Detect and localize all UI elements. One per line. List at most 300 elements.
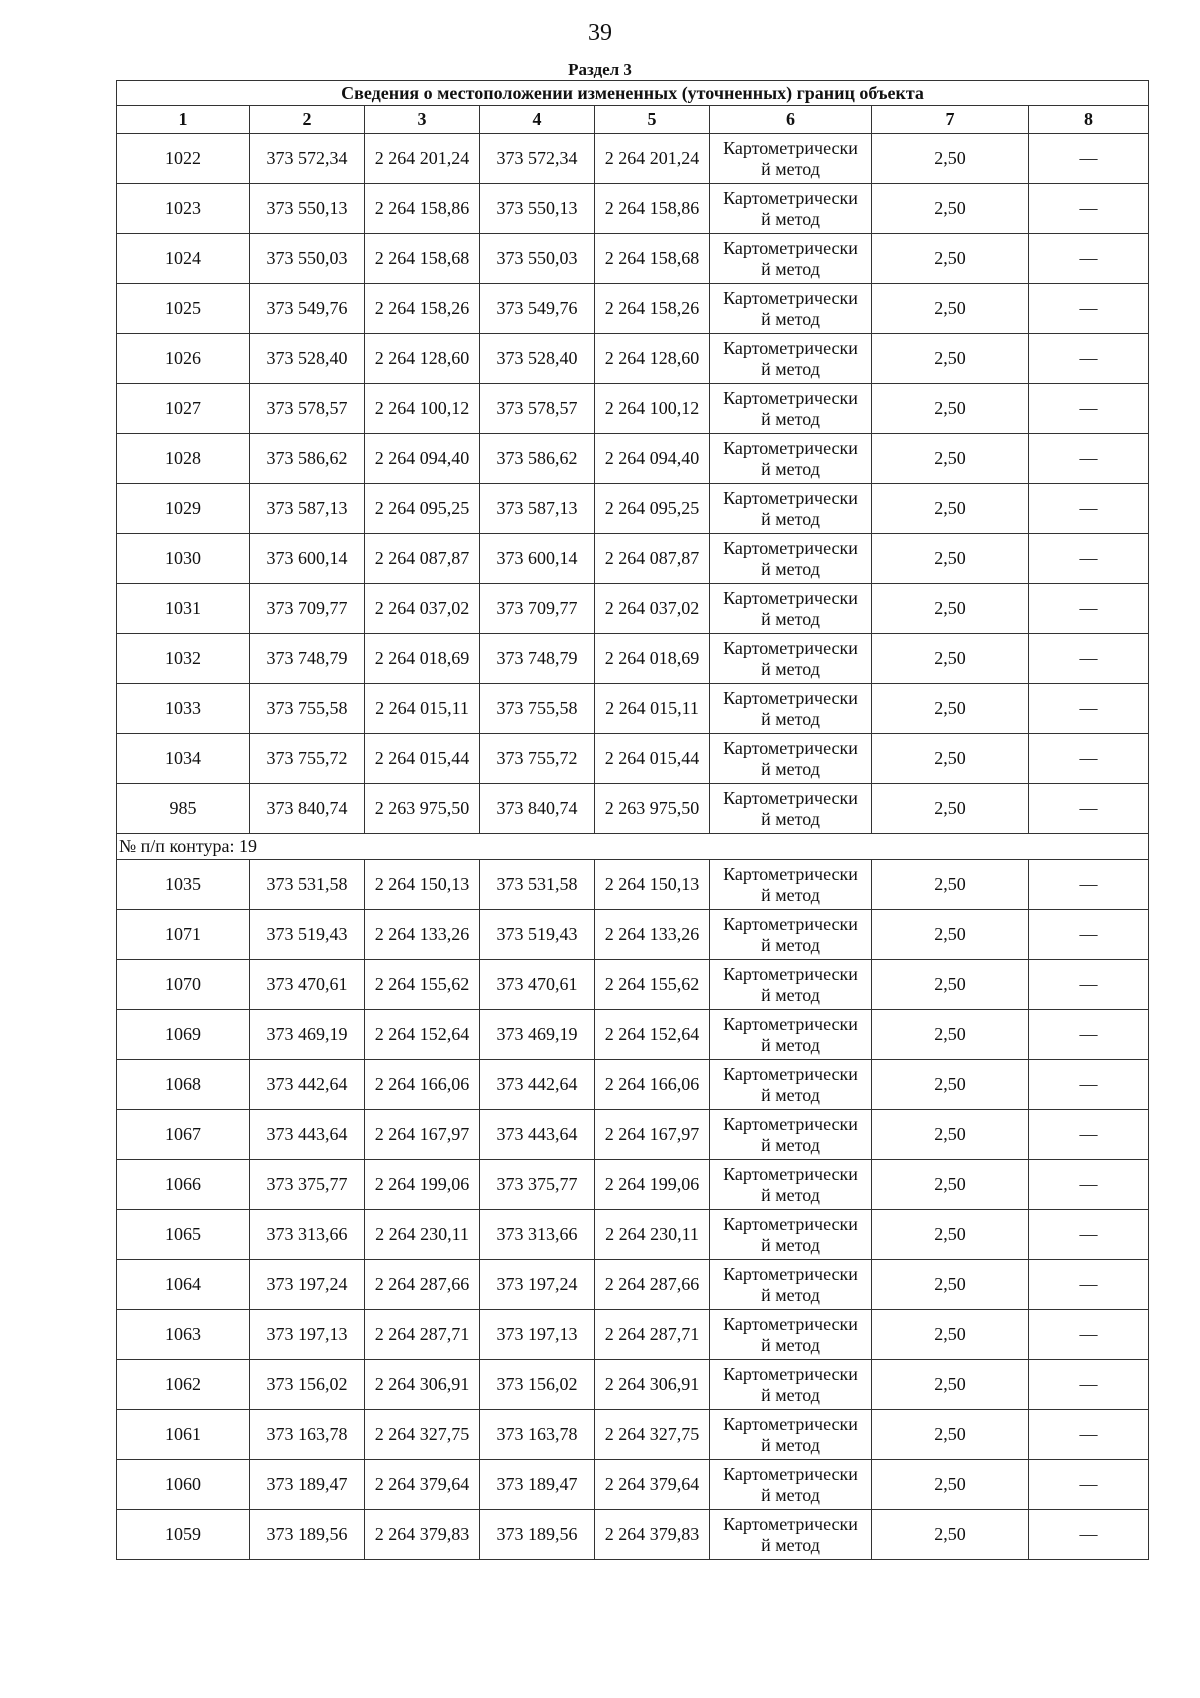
method-line: й метод bbox=[761, 658, 820, 679]
precision-cell: 2,50 bbox=[872, 284, 1029, 334]
dash-cell: — bbox=[1029, 1210, 1149, 1260]
precision-cell: 2,50 bbox=[872, 860, 1029, 910]
method-line: й метод bbox=[761, 708, 820, 729]
coordinate-cell: 373 550,03 bbox=[480, 234, 595, 284]
precision-cell: 2,50 bbox=[872, 1110, 1029, 1160]
precision-cell: 2,50 bbox=[872, 434, 1029, 484]
coordinate-cell: 2 264 155,62 bbox=[595, 960, 710, 1010]
precision-cell: 2,50 bbox=[872, 734, 1029, 784]
point-number-cell: 1031 bbox=[117, 584, 250, 634]
coordinate-cell: 2 263 975,50 bbox=[365, 784, 480, 834]
method-line: й метод bbox=[761, 1384, 820, 1405]
coordinate-cell: 373 189,47 bbox=[250, 1460, 365, 1510]
dash-cell: — bbox=[1029, 1060, 1149, 1110]
point-number-cell: 1061 bbox=[117, 1410, 250, 1460]
precision-cell: 2,50 bbox=[872, 234, 1029, 284]
method-line: Картометрически bbox=[723, 1163, 858, 1184]
coordinate-cell: 2 264 015,44 bbox=[595, 734, 710, 784]
point-number-cell: 1034 bbox=[117, 734, 250, 784]
column-header: 3 bbox=[365, 106, 480, 134]
method-line: й метод bbox=[761, 758, 820, 779]
precision-cell: 2,50 bbox=[872, 1460, 1029, 1510]
method-line: й метод bbox=[761, 608, 820, 629]
table-row bbox=[117, 534, 1149, 584]
method-line: Картометрически bbox=[723, 137, 858, 158]
coordinate-cell: 373 550,13 bbox=[480, 184, 595, 234]
table-row bbox=[117, 1410, 1149, 1460]
method-line: й метод bbox=[761, 208, 820, 229]
precision-cell: 2,50 bbox=[872, 1060, 1029, 1110]
page-number: 39 bbox=[588, 20, 612, 46]
dash-cell: — bbox=[1029, 1360, 1149, 1410]
table-row bbox=[117, 684, 1149, 734]
coordinate-cell: 373 840,74 bbox=[480, 784, 595, 834]
method-cell bbox=[710, 284, 872, 334]
point-number-cell: 1027 bbox=[117, 384, 250, 434]
method-line: й метод bbox=[761, 408, 820, 429]
table-row bbox=[117, 334, 1149, 384]
method-line: Картометрически bbox=[723, 1113, 858, 1134]
dash-cell: — bbox=[1029, 484, 1149, 534]
table-caption: Сведения о местоположении измененных (уточненных) границ объекта bbox=[117, 81, 1149, 106]
method-line: Картометрически bbox=[723, 1063, 858, 1084]
dash-cell: — bbox=[1029, 434, 1149, 484]
method-cell bbox=[710, 534, 872, 584]
coordinate-cell: 373 587,13 bbox=[480, 484, 595, 534]
coordinate-cell: 373 586,62 bbox=[480, 434, 595, 484]
method-line: й метод bbox=[761, 934, 820, 955]
coordinate-cell: 2 264 201,24 bbox=[595, 134, 710, 184]
dash-cell: — bbox=[1029, 784, 1149, 834]
method-cell bbox=[710, 384, 872, 434]
coordinate-cell: 373 587,13 bbox=[250, 484, 365, 534]
coordinate-cell: 373 755,72 bbox=[250, 734, 365, 784]
method-line: Картометрически bbox=[723, 1263, 858, 1284]
precision-cell: 2,50 bbox=[872, 1010, 1029, 1060]
point-number-cell: 1060 bbox=[117, 1460, 250, 1510]
table-row bbox=[117, 1160, 1149, 1210]
coordinate-cell: 373 572,34 bbox=[250, 134, 365, 184]
column-header: 4 bbox=[480, 106, 595, 134]
coordinate-cell: 373 531,58 bbox=[480, 860, 595, 910]
coordinate-cell: 2 264 018,69 bbox=[365, 634, 480, 684]
coordinate-cell: 2 264 287,66 bbox=[595, 1260, 710, 1310]
dash-cell: — bbox=[1029, 284, 1149, 334]
coordinate-cell: 373 586,62 bbox=[250, 434, 365, 484]
method-line: Картометрически bbox=[723, 587, 858, 608]
table-row bbox=[117, 584, 1149, 634]
contour-row bbox=[117, 834, 1149, 860]
coordinate-cell: 373 189,56 bbox=[480, 1510, 595, 1560]
method-cell bbox=[710, 860, 872, 910]
coordinate-cell: 2 264 158,26 bbox=[595, 284, 710, 334]
coordinate-cell: 2 264 128,60 bbox=[365, 334, 480, 384]
method-cell bbox=[710, 684, 872, 734]
coordinate-cell: 2 264 087,87 bbox=[595, 534, 710, 584]
column-header: 1 bbox=[117, 106, 250, 134]
method-line: й метод bbox=[761, 1134, 820, 1155]
dash-cell: — bbox=[1029, 1310, 1149, 1360]
method-line: Картометрически bbox=[723, 1213, 858, 1234]
coordinate-cell: 373 578,57 bbox=[250, 384, 365, 434]
table-row bbox=[117, 1310, 1149, 1360]
coordinate-cell: 373 197,24 bbox=[480, 1260, 595, 1310]
point-number-cell: 1035 bbox=[117, 860, 250, 910]
method-line: Картометрически bbox=[723, 237, 858, 258]
coordinate-cell: 2 264 167,97 bbox=[365, 1110, 480, 1160]
method-line: Картометрически bbox=[723, 337, 858, 358]
method-line: Картометрически bbox=[723, 913, 858, 934]
dash-cell: — bbox=[1029, 634, 1149, 684]
coordinate-cell: 373 197,24 bbox=[250, 1260, 365, 1310]
coordinate-cell: 373 755,58 bbox=[250, 684, 365, 734]
coordinate-cell: 2 264 018,69 bbox=[595, 634, 710, 684]
precision-cell: 2,50 bbox=[872, 184, 1029, 234]
point-number-cell: 1022 bbox=[117, 134, 250, 184]
method-cell bbox=[710, 1310, 872, 1360]
precision-cell: 2,50 bbox=[872, 960, 1029, 1010]
precision-cell: 2,50 bbox=[872, 1310, 1029, 1360]
coordinate-cell: 373 443,64 bbox=[250, 1110, 365, 1160]
method-line: Картометрически bbox=[723, 637, 858, 658]
point-number-cell: 1068 bbox=[117, 1060, 250, 1110]
coordinate-cell: 373 156,02 bbox=[250, 1360, 365, 1410]
coordinate-cell: 2 264 306,91 bbox=[365, 1360, 480, 1410]
point-number-cell: 1033 bbox=[117, 684, 250, 734]
method-line: Картометрически bbox=[723, 737, 858, 758]
dash-cell: — bbox=[1029, 734, 1149, 784]
coordinate-cell: 2 264 150,13 bbox=[595, 860, 710, 910]
method-cell bbox=[710, 734, 872, 784]
precision-cell: 2,50 bbox=[872, 1210, 1029, 1260]
coordinate-cell: 2 264 100,12 bbox=[595, 384, 710, 434]
dash-cell: — bbox=[1029, 134, 1149, 184]
method-cell bbox=[710, 1360, 872, 1410]
method-line: й метод bbox=[761, 1534, 820, 1555]
coordinate-cell: 2 264 201,24 bbox=[365, 134, 480, 184]
coordinate-cell: 373 470,61 bbox=[250, 960, 365, 1010]
method-line: й метод bbox=[761, 1484, 820, 1505]
precision-cell: 2,50 bbox=[872, 684, 1029, 734]
method-cell bbox=[710, 1260, 872, 1310]
method-cell bbox=[710, 334, 872, 384]
point-number-cell: 1070 bbox=[117, 960, 250, 1010]
coordinate-cell: 373 528,40 bbox=[250, 334, 365, 384]
coordinate-cell: 373 519,43 bbox=[480, 910, 595, 960]
coordinate-cell: 373 375,77 bbox=[480, 1160, 595, 1210]
point-number-cell: 985 bbox=[117, 784, 250, 834]
method-cell bbox=[710, 1060, 872, 1110]
method-cell bbox=[710, 484, 872, 534]
coordinate-cell: 373 578,57 bbox=[480, 384, 595, 434]
method-cell bbox=[710, 1110, 872, 1160]
precision-cell: 2,50 bbox=[872, 484, 1029, 534]
method-line: Картометрически bbox=[723, 287, 858, 308]
section-title: Раздел 3 bbox=[568, 60, 632, 79]
coordinate-cell: 373 375,77 bbox=[250, 1160, 365, 1210]
method-cell bbox=[710, 960, 872, 1010]
method-line: Картометрически bbox=[723, 387, 858, 408]
point-number-cell: 1063 bbox=[117, 1310, 250, 1360]
method-cell bbox=[710, 634, 872, 684]
coordinate-cell: 2 264 287,71 bbox=[365, 1310, 480, 1360]
method-line: й метод bbox=[761, 508, 820, 529]
table-row bbox=[117, 234, 1149, 284]
coordinate-cell: 2 264 087,87 bbox=[365, 534, 480, 584]
table-row bbox=[117, 384, 1149, 434]
coordinate-cell: 373 313,66 bbox=[480, 1210, 595, 1260]
coordinates-table bbox=[116, 80, 1149, 1560]
coordinate-cell: 373 709,77 bbox=[480, 584, 595, 634]
dash-cell: — bbox=[1029, 1160, 1149, 1210]
precision-cell: 2,50 bbox=[872, 534, 1029, 584]
coordinate-cell: 373 442,64 bbox=[480, 1060, 595, 1110]
method-line: Картометрически bbox=[723, 963, 858, 984]
precision-cell: 2,50 bbox=[872, 784, 1029, 834]
method-line: Картометрически bbox=[723, 537, 858, 558]
coordinate-cell: 373 549,76 bbox=[480, 284, 595, 334]
dash-cell: — bbox=[1029, 1460, 1149, 1510]
method-cell bbox=[710, 1210, 872, 1260]
point-number-cell: 1071 bbox=[117, 910, 250, 960]
table-row bbox=[117, 484, 1149, 534]
table-row bbox=[117, 1060, 1149, 1110]
dash-cell: — bbox=[1029, 1510, 1149, 1560]
coordinate-cell: 373 469,19 bbox=[480, 1010, 595, 1060]
dash-cell: — bbox=[1029, 684, 1149, 734]
coordinate-cell: 373 189,56 bbox=[250, 1510, 365, 1560]
table-row bbox=[117, 1360, 1149, 1410]
coordinate-cell: 373 156,02 bbox=[480, 1360, 595, 1410]
point-number-cell: 1028 bbox=[117, 434, 250, 484]
coordinate-cell: 2 264 155,62 bbox=[365, 960, 480, 1010]
coordinate-cell: 2 264 037,02 bbox=[595, 584, 710, 634]
coordinate-cell: 2 264 100,12 bbox=[365, 384, 480, 434]
coordinate-cell: 373 600,14 bbox=[250, 534, 365, 584]
method-line: й метод bbox=[761, 258, 820, 279]
table-row bbox=[117, 284, 1149, 334]
method-line: й метод bbox=[761, 1034, 820, 1055]
point-number-cell: 1024 bbox=[117, 234, 250, 284]
coordinate-cell: 2 264 095,25 bbox=[595, 484, 710, 534]
coordinate-cell: 373 748,79 bbox=[480, 634, 595, 684]
method-line: й метод bbox=[761, 1234, 820, 1255]
method-line: Картометрически bbox=[723, 787, 858, 808]
precision-cell: 2,50 bbox=[872, 1410, 1029, 1460]
coordinate-cell: 2 264 230,11 bbox=[595, 1210, 710, 1260]
method-cell bbox=[710, 584, 872, 634]
coordinate-cell: 373 469,19 bbox=[250, 1010, 365, 1060]
coordinate-cell: 373 313,66 bbox=[250, 1210, 365, 1260]
coordinate-cell: 373 748,79 bbox=[250, 634, 365, 684]
table-row bbox=[117, 1210, 1149, 1260]
table-header-row bbox=[117, 106, 1149, 134]
coordinate-cell: 2 264 095,25 bbox=[365, 484, 480, 534]
coordinate-cell: 2 264 158,26 bbox=[365, 284, 480, 334]
coordinate-cell: 373 442,64 bbox=[250, 1060, 365, 1110]
coordinate-cell: 2 264 287,71 bbox=[595, 1310, 710, 1360]
coordinate-cell: 373 528,40 bbox=[480, 334, 595, 384]
coordinate-cell: 2 264 379,83 bbox=[595, 1510, 710, 1560]
coordinate-cell: 373 550,03 bbox=[250, 234, 365, 284]
table-row bbox=[117, 1510, 1149, 1560]
method-line: й метод bbox=[761, 1284, 820, 1305]
table-caption-row bbox=[117, 81, 1149, 106]
method-line: й метод bbox=[761, 808, 820, 829]
precision-cell: 2,50 bbox=[872, 1510, 1029, 1560]
coordinate-cell: 373 840,74 bbox=[250, 784, 365, 834]
method-line: й метод bbox=[761, 1334, 820, 1355]
method-cell bbox=[710, 1510, 872, 1560]
coordinate-cell: 2 264 133,26 bbox=[365, 910, 480, 960]
method-cell bbox=[710, 784, 872, 834]
coordinate-cell: 373 709,77 bbox=[250, 584, 365, 634]
method-line: й метод bbox=[761, 308, 820, 329]
precision-cell: 2,50 bbox=[872, 584, 1029, 634]
column-header: 8 bbox=[1029, 106, 1149, 134]
dash-cell: — bbox=[1029, 860, 1149, 910]
coordinate-cell: 373 470,61 bbox=[480, 960, 595, 1010]
method-cell bbox=[710, 234, 872, 284]
coordinate-cell: 2 264 166,06 bbox=[365, 1060, 480, 1110]
contour-label: № п/п контура: 19 bbox=[117, 834, 1149, 860]
method-line: й метод bbox=[761, 884, 820, 905]
dash-cell: — bbox=[1029, 184, 1149, 234]
precision-cell: 2,50 bbox=[872, 134, 1029, 184]
dash-cell: — bbox=[1029, 960, 1149, 1010]
table-row bbox=[117, 1460, 1149, 1510]
table-row bbox=[117, 860, 1149, 910]
method-line: й метод bbox=[761, 1084, 820, 1105]
point-number-cell: 1023 bbox=[117, 184, 250, 234]
precision-cell: 2,50 bbox=[872, 1160, 1029, 1210]
dash-cell: — bbox=[1029, 1260, 1149, 1310]
coordinate-cell: 2 264 158,68 bbox=[365, 234, 480, 284]
coordinate-cell: 373 755,58 bbox=[480, 684, 595, 734]
method-line: й метод bbox=[761, 558, 820, 579]
coordinate-cell: 373 163,78 bbox=[480, 1410, 595, 1460]
method-cell bbox=[710, 1010, 872, 1060]
method-line: й метод bbox=[761, 1434, 820, 1455]
dash-cell: — bbox=[1029, 534, 1149, 584]
dash-cell: — bbox=[1029, 1010, 1149, 1060]
table-row bbox=[117, 134, 1149, 184]
table-row bbox=[117, 910, 1149, 960]
coordinate-cell: 373 197,13 bbox=[250, 1310, 365, 1360]
coordinate-cell: 2 264 128,60 bbox=[595, 334, 710, 384]
method-line: Картометрически bbox=[723, 1463, 858, 1484]
coordinate-cell: 2 264 152,64 bbox=[365, 1010, 480, 1060]
coordinate-cell: 2 263 975,50 bbox=[595, 784, 710, 834]
coordinate-cell: 2 264 379,83 bbox=[365, 1510, 480, 1560]
precision-cell: 2,50 bbox=[872, 334, 1029, 384]
coordinate-cell: 2 264 015,44 bbox=[365, 734, 480, 784]
coordinate-cell: 2 264 379,64 bbox=[365, 1460, 480, 1510]
coordinate-cell: 2 264 094,40 bbox=[365, 434, 480, 484]
method-cell bbox=[710, 434, 872, 484]
coordinate-cell: 373 519,43 bbox=[250, 910, 365, 960]
coordinate-cell: 373 600,14 bbox=[480, 534, 595, 584]
table-row bbox=[117, 184, 1149, 234]
coordinate-cell: 2 264 379,64 bbox=[595, 1460, 710, 1510]
coordinate-cell: 2 264 037,02 bbox=[365, 584, 480, 634]
dash-cell: — bbox=[1029, 334, 1149, 384]
point-number-cell: 1065 bbox=[117, 1210, 250, 1260]
dash-cell: — bbox=[1029, 384, 1149, 434]
precision-cell: 2,50 bbox=[872, 384, 1029, 434]
method-line: й метод bbox=[761, 458, 820, 479]
coordinate-cell: 2 264 158,86 bbox=[595, 184, 710, 234]
table-row bbox=[117, 434, 1149, 484]
coordinate-cell: 2 264 167,97 bbox=[595, 1110, 710, 1160]
coordinate-cell: 373 531,58 bbox=[250, 860, 365, 910]
coordinate-cell: 2 264 230,11 bbox=[365, 1210, 480, 1260]
point-number-cell: 1069 bbox=[117, 1010, 250, 1060]
method-line: Картометрически bbox=[723, 437, 858, 458]
point-number-cell: 1029 bbox=[117, 484, 250, 534]
point-number-cell: 1030 bbox=[117, 534, 250, 584]
coordinate-cell: 2 264 094,40 bbox=[595, 434, 710, 484]
coordinate-cell: 2 264 015,11 bbox=[595, 684, 710, 734]
dash-cell: — bbox=[1029, 234, 1149, 284]
method-line: й метод bbox=[761, 984, 820, 1005]
method-line: Картометрически bbox=[723, 687, 858, 708]
point-number-cell: 1059 bbox=[117, 1510, 250, 1560]
coordinate-cell: 2 264 166,06 bbox=[595, 1060, 710, 1110]
coordinate-cell: 373 197,13 bbox=[480, 1310, 595, 1360]
coordinate-cell: 373 163,78 bbox=[250, 1410, 365, 1460]
dash-cell: — bbox=[1029, 1410, 1149, 1460]
table-row bbox=[117, 784, 1149, 834]
method-line: Картометрически bbox=[723, 1513, 858, 1534]
method-line: Картометрически bbox=[723, 1363, 858, 1384]
table-row bbox=[117, 960, 1149, 1010]
table-row bbox=[117, 734, 1149, 784]
method-cell bbox=[710, 1160, 872, 1210]
point-number-cell: 1064 bbox=[117, 1260, 250, 1310]
coordinate-cell: 2 264 306,91 bbox=[595, 1360, 710, 1410]
method-cell bbox=[710, 134, 872, 184]
coordinate-cell: 2 264 199,06 bbox=[595, 1160, 710, 1210]
dash-cell: — bbox=[1029, 910, 1149, 960]
method-line: Картометрически bbox=[723, 863, 858, 884]
coordinate-cell: 373 572,34 bbox=[480, 134, 595, 184]
point-number-cell: 1067 bbox=[117, 1110, 250, 1160]
precision-cell: 2,50 bbox=[872, 910, 1029, 960]
coordinate-cell: 2 264 133,26 bbox=[595, 910, 710, 960]
coordinate-cell: 373 443,64 bbox=[480, 1110, 595, 1160]
coordinate-cell: 2 264 158,68 bbox=[595, 234, 710, 284]
precision-cell: 2,50 bbox=[872, 1260, 1029, 1310]
coordinate-cell: 2 264 327,75 bbox=[365, 1410, 480, 1460]
coordinate-cell: 373 189,47 bbox=[480, 1460, 595, 1510]
method-line: Картометрически bbox=[723, 1413, 858, 1434]
method-cell bbox=[710, 1460, 872, 1510]
column-header: 6 bbox=[710, 106, 872, 134]
method-line: Картометрически bbox=[723, 1013, 858, 1034]
coordinate-cell: 2 264 152,64 bbox=[595, 1010, 710, 1060]
column-header: 2 bbox=[250, 106, 365, 134]
table-row bbox=[117, 1110, 1149, 1160]
coordinate-cell: 2 264 015,11 bbox=[365, 684, 480, 734]
precision-cell: 2,50 bbox=[872, 1360, 1029, 1410]
method-cell bbox=[710, 1410, 872, 1460]
coordinate-cell: 2 264 327,75 bbox=[595, 1410, 710, 1460]
method-line: Картометрически bbox=[723, 487, 858, 508]
coordinate-cell: 373 755,72 bbox=[480, 734, 595, 784]
point-number-cell: 1062 bbox=[117, 1360, 250, 1410]
dash-cell: — bbox=[1029, 584, 1149, 634]
